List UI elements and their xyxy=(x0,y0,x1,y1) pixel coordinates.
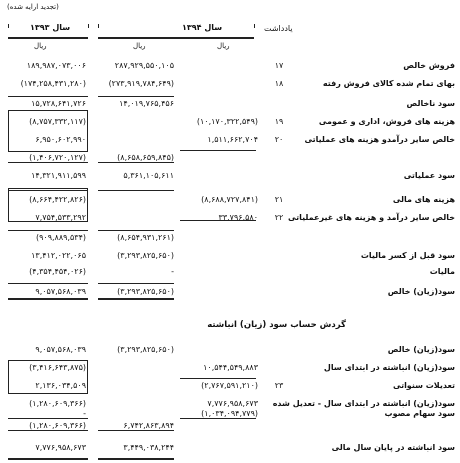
income-current-outer-5: (۸,۶۵۸,۶۵۹,۸۴۵) xyxy=(117,153,174,162)
restated-label: (تجدید ارایه شده) xyxy=(7,3,59,11)
retained-prior-4: - xyxy=(83,409,86,418)
retained-prior-2: ۲,۱۳۶,۰۳۴,۵۰۹ xyxy=(35,381,86,390)
income-label-3: هزینه های فروش، اداری و عمومی xyxy=(318,117,455,126)
retained-current-outer-0: (۳,۲۹۳,۸۲۵,۶۵۰) xyxy=(117,345,174,354)
prior-year-rule xyxy=(8,37,88,39)
income-label-11: مالیات xyxy=(429,267,455,276)
income-prior-2: ۱۵,۷۲۸,۶۴۱,۷۲۶ xyxy=(31,99,86,108)
retained-current-inner-1: ۱۰,۵۴۴,۵۴۹,۸۸۳ xyxy=(203,363,258,372)
income-label-0: فروش خالص xyxy=(403,61,455,70)
income-prior-3: (۸,۷۵۷,۳۳۲,۱۱۷) xyxy=(29,117,86,126)
income-prior-8: ۷,۷۵۴,۵۳۳,۲۹۲ xyxy=(35,213,86,222)
income-current-inner-4: ۱,۵۱۱,۶۶۲,۷۰۴ xyxy=(207,135,258,144)
retained-current-outer-5: ۶,۷۴۲,۸۶۳,۸۹۴ xyxy=(123,421,174,430)
income-current-outer-2: ۱۴,۰۱۹,۷۶۵,۴۵۶ xyxy=(119,99,174,108)
retained-prior-5: (۱,۲۸۰,۶۰۹,۳۶۶) xyxy=(29,421,86,430)
retained-current-outer-6: ۳,۴۴۹,۰۳۸,۲۴۴ xyxy=(123,443,174,452)
income-current-outer-0: ۲۸۷,۹۲۹,۵۵۰,۱۰۵ xyxy=(114,61,174,70)
retained-label-1: سود(زیان) انباشته در ابتدای سال xyxy=(323,363,455,372)
income-label-6: سود عملیاتی xyxy=(403,171,455,180)
income-label-1: بهای تمام شده کالای فروش رفته xyxy=(322,79,455,88)
income-current-outer-10: (۳,۲۹۳,۸۲۵,۶۵۰) xyxy=(117,251,174,260)
income-prior-12: ۹,۰۵۷,۵۶۸,۰۳۹ xyxy=(35,287,86,296)
current-inner-currency: ریال xyxy=(217,42,230,50)
retained-label-4: سود سهام مصوب xyxy=(384,409,455,418)
income-prior-5: (۱,۴۰۶,۷۲۰,۱۲۷) xyxy=(29,153,86,162)
income-note-3: ۱۹ xyxy=(274,117,284,126)
income-current-outer-12: (۳,۲۹۳,۸۲۵,۶۵۰) xyxy=(117,287,174,296)
income-label-7: هزینه های مالی xyxy=(392,195,455,204)
prior-currency: ریال xyxy=(34,42,47,50)
retained-prior-3: (۱,۲۸۰,۶۰۹,۳۶۶) xyxy=(29,399,86,408)
income-label-2: سود ناخالص xyxy=(406,99,455,108)
income-current-inner-8: ۳۳,۷۹۶,۵۸۰ xyxy=(218,213,258,222)
prior-year-header: سال ۱۳۹۳ xyxy=(30,23,71,32)
income-current-outer-9: (۸,۶۵۴,۹۳۱,۲۶۱) xyxy=(117,233,174,242)
income-current-outer-6: ۵,۳۶۱,۱۰۵,۶۱۱ xyxy=(123,171,174,180)
prior-opex-box xyxy=(8,110,88,152)
retained-prior-0: ۹,۰۵۷,۵۶۸,۰۳۹ xyxy=(35,345,86,354)
income-label-12: سود(زیان) خالص xyxy=(387,287,455,296)
retained-label-3: سود(زیان) انباشته در ابتدای سال - تعدیل شده xyxy=(272,399,455,408)
income-prior-7: (۸,۶۶۴,۴۲۲,۸۲۶) xyxy=(29,195,86,204)
income-label-8: خالص سایر درآمد و هزینه های غیرعملیاتی xyxy=(288,213,455,222)
note-column-header: یادداشت xyxy=(264,24,293,33)
income-label-10: سود قبل از کسر مالیات xyxy=(360,251,455,260)
prior-finance-box xyxy=(8,188,88,222)
income-current-inner-7: (۸,۶۸۸,۷۲۷,۸۴۱) xyxy=(201,195,258,204)
retained-label-6: سود انباشته در پایان سال مالی xyxy=(331,443,455,452)
prior-retained-box xyxy=(8,360,88,394)
income-current-outer-1: (۲۷۳,۹۱۹,۷۸۴,۶۴۹) xyxy=(108,79,174,88)
income-note-1: ۱۸ xyxy=(274,79,284,88)
retained-label-0: سود(زیان) خالص xyxy=(387,345,455,354)
income-note-0: ۱۷ xyxy=(274,61,284,70)
income-prior-4: ۶,۹۵۰,۶۰۲,۹۹۰ xyxy=(35,135,86,144)
income-prior-10: ۱۳,۴۱۲,۰۲۲,۰۶۵ xyxy=(31,251,86,260)
income-prior-1: (۱۷۴,۲۵۸,۴۳۱,۲۸۰) xyxy=(20,79,86,88)
income-label-4: خالص سایر درآمدو هزینه های عملیاتی xyxy=(304,135,455,144)
retained-prior-6: ۷,۷۷۶,۹۵۸,۶۷۳ xyxy=(35,443,86,452)
current-outer-currency: ریال xyxy=(133,42,146,50)
retained-earnings-title: گردش حساب سود (زیان) انباشته xyxy=(207,320,346,330)
income-prior-9: (۹۰۹,۸۸۹,۵۳۴) xyxy=(36,233,86,242)
retained-current-inner-4: (۱,۰۳۴,۰۹۴,۷۷۹) xyxy=(201,409,258,418)
income-prior-0: ۱۸۹,۹۸۷,۰۷۳,۰۰۶ xyxy=(26,61,86,70)
income-note-4: ۲۰ xyxy=(274,135,284,144)
income-note-7: ۲۱ xyxy=(274,195,284,204)
retained-label-2: تعدیلات سنواتی xyxy=(392,381,455,390)
retained-current-inner-2: (۲,۷۶۷,۵۹۱,۲۱۰) xyxy=(201,381,258,390)
income-note-8: ۲۲ xyxy=(274,213,284,222)
income-current-inner-3: (۱۰,۱۷۰,۳۲۲,۵۴۹) xyxy=(196,117,258,126)
retained-current-inner-3: ۷,۷۷۶,۹۵۸,۶۷۳ xyxy=(207,399,258,408)
income-prior-11: (۴,۳۵۴,۴۵۴,۰۲۶) xyxy=(29,267,86,276)
retained-prior-1: (۳,۴۱۶,۶۴۳,۸۷۵) xyxy=(29,363,86,372)
income-prior-6: ۱۴,۳۲۱,۹۱۱,۵۹۹ xyxy=(31,171,86,180)
income-current-outer-11: - xyxy=(171,267,174,276)
retained-note-2: ۲۳ xyxy=(274,381,284,390)
current-year-header: سال ۱۳۹۴ xyxy=(182,23,223,32)
current-year-rule xyxy=(98,37,254,39)
